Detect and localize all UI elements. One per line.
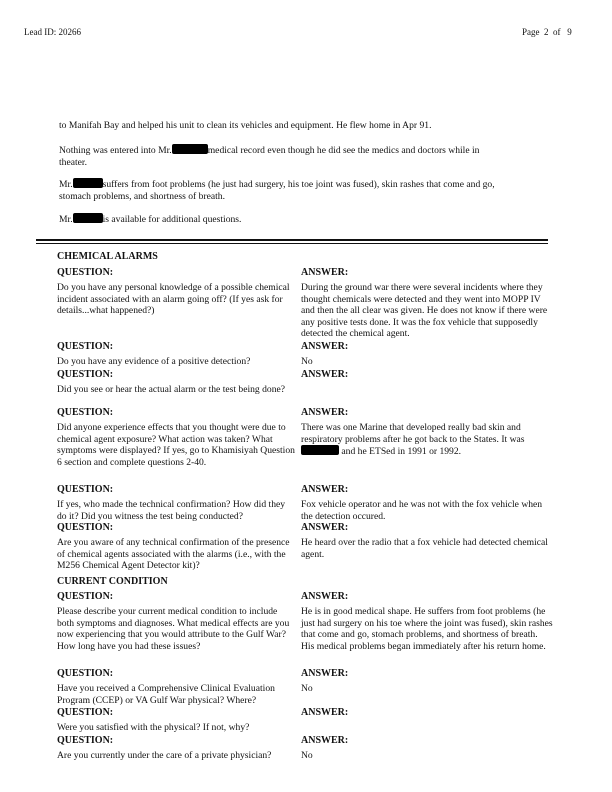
section-heading-current-condition: CURRENT CONDITION bbox=[57, 576, 168, 587]
narrative-paragraph: to Manifah Bay and helped his unit to clean its vehicles and equipment. He flew home in Apr 91. bbox=[59, 120, 432, 131]
question-block: QUESTION: Are you currently under the care of a private physician? bbox=[57, 735, 272, 761]
answer-block: ANSWER: bbox=[301, 369, 349, 380]
answer-block: ANSWER: There was one Marine that developed really bad skin and respiratory problems after he got back to the States. It was and he ETSed in 1991 or 1992. bbox=[301, 407, 525, 457]
question-block: QUESTION: Do you have any personal knowledge of a possible chemical incident associated with an alarm going off? (If yes ask for details...what happened?) bbox=[57, 267, 290, 316]
question-block: QUESTION: Do you have any evidence of a positive detection? bbox=[57, 341, 251, 367]
question-block: QUESTION: Were you satisfied with the physical? If not, why? bbox=[57, 707, 250, 733]
answer-block: ANSWER: No bbox=[301, 341, 349, 367]
question-block: QUESTION: Are you aware of any technical confirmation of the presence of chemical agents associated with the alarms (i.e., with the M256 Chemical Agent Detector kit)? bbox=[57, 522, 290, 571]
redaction bbox=[172, 144, 208, 154]
narrative-paragraph: Mr. suffers from foot problems (he just had surgery, his toe joint was fused), skin rashes that come and go, stomach problems, and shortness of breath. bbox=[59, 179, 495, 202]
answer-block: ANSWER: He is in good medical shape. He suffers from foot problems (he just had surgery on his toe where the joint was fused), skin rashes that come and go, stomach problems, and shortness of breath. His medical problems began immediately after his return home. bbox=[301, 591, 553, 652]
question-block: QUESTION: Have you received a Comprehensive Clinical Evaluation Program (CCEP) or VA Gulf War physical? Where? bbox=[57, 668, 275, 706]
redaction bbox=[73, 213, 103, 223]
page-number: Page 2 of 9 bbox=[522, 27, 572, 37]
redaction bbox=[301, 445, 339, 455]
answer-block: ANSWER: He heard over the radio that a fox vehicle had detected chemical agent. bbox=[301, 522, 548, 560]
divider bbox=[36, 243, 548, 244]
answer-block: ANSWER: No bbox=[301, 735, 349, 761]
question-block: QUESTION: Did anyone experience effects that you thought were due to chemical agent exposure? What action was taken? What symptoms were displayed? If yes, go to Khamisiyah Question 6 section and complete questions 2-40. bbox=[57, 407, 295, 468]
section-heading-chemical-alarms: CHEMICAL ALARMS bbox=[57, 251, 158, 262]
redaction bbox=[73, 178, 103, 188]
narrative-paragraph: Mr. is available for additional questions. bbox=[59, 214, 242, 225]
answer-block: ANSWER: During the ground war there were several incidents where they thought chemicals were detected and they went into MOPP IV and then the all clear was given. He does not know if there were any positive tests done. It was the fox vehicle that supposedly detected the chemical agent. bbox=[301, 267, 548, 339]
question-block: QUESTION: If yes, who made the technical confirmation? How did they do it? Did you witness the test being conducted? bbox=[57, 484, 286, 522]
question-block: QUESTION: Did you see or hear the actual alarm or the test being done? bbox=[57, 369, 286, 395]
divider bbox=[36, 239, 548, 241]
question-block: QUESTION: Please describe your current medical condition to include both symptoms and diagnoses. What medical effects are you now experiencing that you would attribute to the Gulf War? How long have you had these issues? bbox=[57, 591, 290, 652]
answer-block: ANSWER: No bbox=[301, 668, 349, 694]
answer-block: ANSWER: Fox vehicle operator and he was not with the fox vehicle when the detection occured. bbox=[301, 484, 543, 522]
lead-id: Lead ID: 20266 bbox=[24, 27, 81, 37]
answer-block: ANSWER: bbox=[301, 707, 349, 718]
narrative-paragraph: Nothing was entered into Mr. medical record even though he did see the medics and doctors while in theater. bbox=[59, 145, 480, 168]
